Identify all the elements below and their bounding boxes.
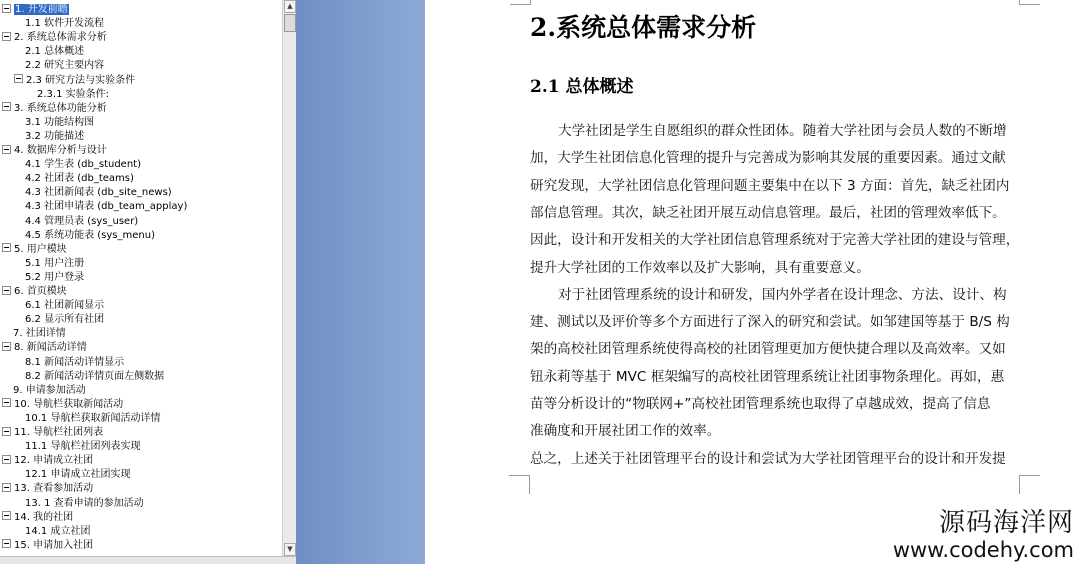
nav-item[interactable]: [2, 31, 107, 45]
nav-item-label: 6.2 显示所有社团: [25, 314, 105, 326]
collapse-toggle-icon[interactable]: [2, 286, 11, 295]
collapse-toggle-icon[interactable]: [2, 102, 11, 111]
nav-item[interactable]: [2, 482, 93, 496]
nav-item-label: 8.1 新闻活动详情显示: [25, 356, 125, 368]
nav-item-label: 8. 新闻活动详情: [14, 342, 87, 354]
collapse-toggle-icon[interactable]: [2, 342, 11, 351]
body-text-line: 苗等分析设计的“物联网+”高校社团管理系统也取得了卓越成效，提高了信息: [530, 396, 991, 412]
nav-item-label: 10.1 导航栏获取新闻活动详情: [25, 412, 161, 424]
nav-horizontal-scrollbar[interactable]: [0, 556, 296, 564]
nav-item[interactable]: [25, 440, 140, 454]
nav-item[interactable]: [25, 412, 160, 426]
body-text-line: 提升大学社团的工作效率以及扩大影响，具有重要意义。: [530, 259, 870, 276]
crop-mark-bottom-left: [509, 475, 530, 494]
nav-item[interactable]: [2, 341, 87, 355]
collapse-toggle-icon[interactable]: [2, 145, 11, 154]
nav-item[interactable]: [14, 74, 135, 88]
nav-item[interactable]: [25, 370, 164, 384]
nav-item[interactable]: [25, 215, 138, 229]
nav-item-label: 2.3.1 实验条件:: [37, 88, 109, 100]
nav-item-label: 2.1 总体概述: [25, 46, 85, 58]
nav-item-label: 14. 我的社团: [14, 511, 74, 523]
collapse-toggle-icon[interactable]: [2, 398, 11, 407]
nav-item-label: 4.5 系统功能表 (sys_menu): [25, 229, 155, 241]
nav-item-label: 13. 查看参加活动: [14, 483, 94, 495]
document-workspace: [296, 0, 1080, 564]
nav-item-label: 4.3 社团申请表 (db_team_applay): [25, 201, 188, 213]
nav-item-label: 13. 1 查看申请的参加活动: [25, 497, 144, 509]
nav-item-label: 3.1 功能结构图: [25, 116, 95, 128]
body-text-line: 对于社团管理系统的设计和研发，国内外学者在设计理念、方法、设计、构: [558, 286, 1007, 303]
nav-item-label: 3.2 功能描述: [25, 130, 85, 142]
nav-item-label: 10. 导航栏获取新闻活动: [14, 398, 124, 410]
nav-item[interactable]: [2, 539, 93, 553]
navigation-pane: [0, 0, 282, 556]
nav-item[interactable]: [25, 17, 104, 31]
nav-item[interactable]: [25, 200, 187, 214]
nav-item[interactable]: [13, 327, 66, 341]
watermark-site-name: 源码海洋网: [938, 508, 1074, 538]
nav-item[interactable]: [25, 299, 104, 313]
nav-item-label: 1. 开发前瞻: [15, 4, 68, 15]
nav-item-label: 7. 社团详情: [13, 328, 66, 340]
collapse-toggle-icon[interactable]: [2, 427, 11, 436]
nav-item-label: 3. 系统总体功能分析: [14, 102, 107, 114]
nav-item-label: 4.1 学生表 (db_student): [25, 159, 141, 171]
body-text-line: 部信息管理。其次，缺乏社团开展互动信息管理。最后，社团的管理效率低下。: [530, 204, 1006, 221]
nav-item[interactable]: [25, 59, 104, 73]
nav-item[interactable]: [25, 525, 90, 539]
section-heading: 2.1 总体概述: [530, 77, 634, 97]
nav-item[interactable]: [2, 426, 103, 440]
nav-item-label: 15. 申请加入社团: [14, 539, 94, 551]
nav-item[interactable]: [2, 3, 69, 17]
crop-mark-top-right: [1019, 0, 1040, 5]
crop-mark-bottom-right: [1019, 475, 1040, 494]
scroll-thumb[interactable]: [284, 14, 296, 32]
chapter-heading: 2.系统总体需求分析: [530, 13, 757, 42]
document-page[interactable]: [425, 0, 1080, 564]
scroll-up-arrow-icon[interactable]: ▲: [284, 0, 296, 13]
body-text-line: 研究发现，大学社团信息化管理问题主要集中在以下 3 方面：首先，缺乏社团内: [530, 177, 1010, 194]
collapse-toggle-icon[interactable]: [2, 243, 11, 252]
nav-item[interactable]: [25, 186, 172, 200]
nav-item[interactable]: [25, 229, 155, 243]
watermark-url: www.codehy.com: [892, 538, 1074, 562]
nav-item[interactable]: [25, 356, 124, 370]
nav-item-label: 4. 数据库分析与设计: [14, 145, 107, 156]
nav-item-label: 4.3 社团新闻表 (db_site_news): [25, 187, 172, 199]
collapse-toggle-icon[interactable]: [2, 32, 11, 41]
nav-item[interactable]: [25, 45, 84, 59]
nav-item[interactable]: [2, 454, 93, 468]
nav-item[interactable]: [25, 116, 94, 130]
nav-item-label: 12. 申请成立社团: [14, 455, 94, 467]
body-text-line: 大学社团是学生自愿组织的群众性团体。随着大学社团与会员人数的不断增: [558, 123, 1007, 139]
nav-item-label: 8.2 新闻活动详情页面左侧数据: [25, 370, 165, 382]
collapse-toggle-icon[interactable]: [2, 511, 11, 520]
nav-item-label: 14.1 成立社团: [25, 525, 91, 537]
nav-item[interactable]: [25, 130, 84, 144]
nav-item-label: 4.2 社团表 (db_teams): [25, 173, 134, 185]
nav-item[interactable]: [25, 313, 104, 327]
nav-item-label: 4.4 管理员表 (sys_user): [25, 215, 139, 227]
nav-item[interactable]: [25, 158, 141, 172]
nav-item[interactable]: [13, 384, 86, 398]
nav-item-label: 2.2 研究主要内容: [25, 60, 105, 72]
watermark: [893, 508, 1074, 562]
nav-item-label: 5.2 用户登录: [25, 271, 85, 283]
body-text-line: 钮永莉等基于 MVC 框架编写的高校社团管理系统让社团事物条理化。再如，惠: [530, 368, 1005, 385]
nav-item[interactable]: [37, 88, 109, 102]
nav-item[interactable]: [2, 102, 107, 116]
body-text-line: 建、测试以及评价等多个方面进行了深入的研究和尝试。如邹建国等基于 B/S 构: [530, 314, 1010, 331]
body-text-line: 架的高校社团管理系统使得高校的社团管理更加方便快捷合理以及高效率。又如: [530, 341, 1006, 358]
nav-item[interactable]: [25, 468, 130, 482]
nav-item-label: 2.3 研究方法与实验条件: [26, 74, 136, 86]
nav-item[interactable]: [2, 285, 67, 299]
collapse-toggle-icon[interactable]: [2, 4, 11, 13]
nav-item[interactable]: [2, 144, 107, 158]
nav-item[interactable]: [2, 511, 73, 525]
body-text-line: 总之，上述关于社团管理平台的设计和尝试为大学社团管理平台的设计和开发提: [530, 450, 1006, 467]
nav-item[interactable]: [25, 497, 144, 511]
nav-item-label: 5.1 用户注册: [25, 257, 85, 269]
nav-item[interactable]: [25, 172, 134, 186]
nav-item-label: 12.1 申请成立社团实现: [25, 469, 131, 481]
crop-mark-top-left: [510, 0, 531, 5]
nav-item-label: 9. 申请参加活动: [13, 384, 86, 396]
body-text-line: 准确度和开展社团工作的效率。: [530, 423, 721, 440]
nav-item[interactable]: [25, 271, 84, 285]
collapse-toggle-icon[interactable]: [2, 483, 11, 492]
body-text-line: 因此，设计和开发相关的大学社团信息管理系统对于完善大学社团的建设与管理，: [530, 232, 1020, 249]
nav-item-label: 2. 系统总体需求分析: [14, 32, 107, 44]
nav-item[interactable]: [2, 398, 123, 412]
collapse-toggle-icon[interactable]: [2, 455, 11, 464]
scroll-down-arrow-icon[interactable]: ▼: [284, 543, 296, 556]
nav-item[interactable]: [2, 243, 67, 257]
collapse-toggle-icon[interactable]: [14, 74, 23, 83]
nav-item-label: 5. 用户模块: [14, 243, 67, 255]
nav-item-label: 11.1 导航栏社团列表实现: [25, 441, 141, 453]
collapse-toggle-icon[interactable]: [2, 539, 11, 548]
nav-item-label: 11. 导航栏社团列表: [14, 427, 104, 438]
nav-item-label: 6. 首页模块: [14, 286, 67, 297]
nav-item[interactable]: [25, 257, 84, 271]
nav-item-label: 1.1 软件开发流程: [25, 18, 105, 30]
body-text-line: 加，大学生社团信息化管理的提升与完善成为影响其发展的重要因素。通过文献: [530, 150, 1006, 167]
nav-vertical-scrollbar[interactable]: [282, 0, 296, 556]
nav-item-label: 6.1 社团新闻显示: [25, 300, 105, 312]
